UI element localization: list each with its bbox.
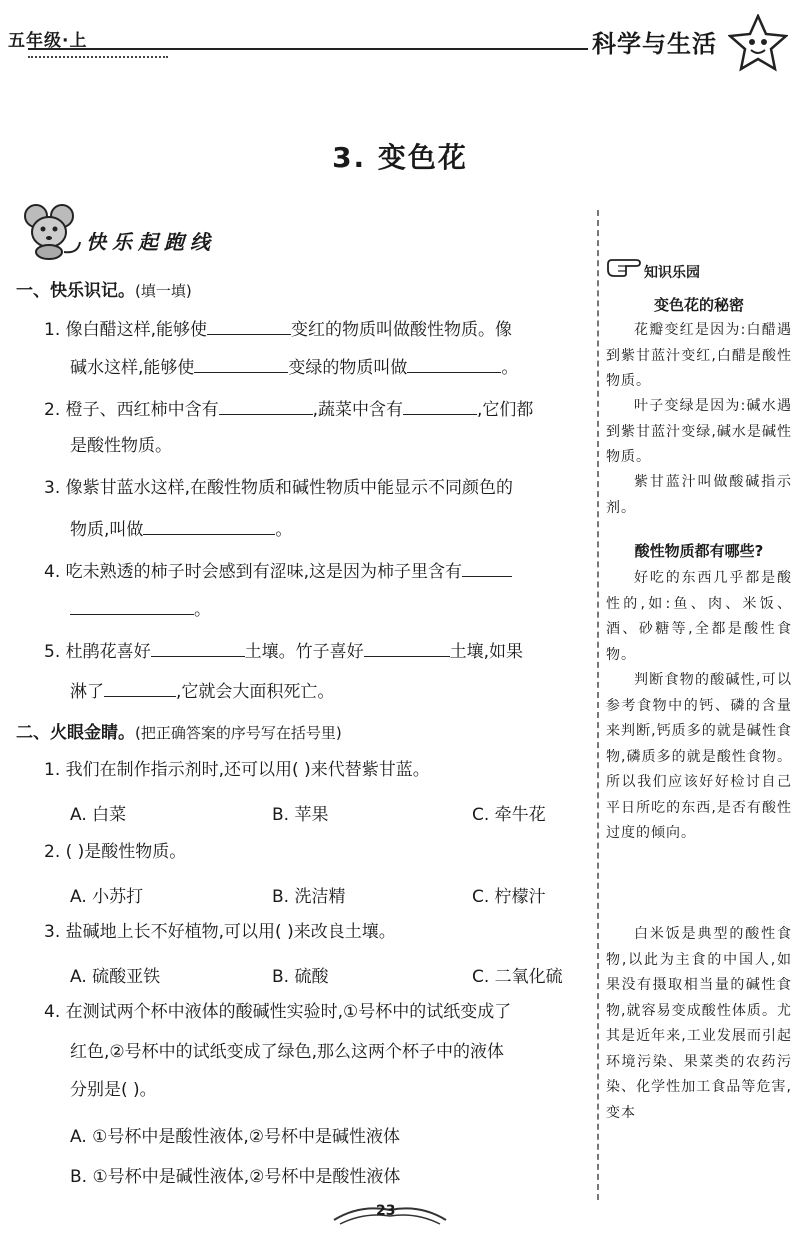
s1-q5-text-a: 5. 杜鹃花喜好 [44,642,151,662]
s1-q1-text-a: 1. 像白醋这样,能够使 [44,320,208,340]
s1-q1-text-b: 变红的物质叫做酸性物质。像 [291,320,513,340]
s1-q2-line1 [44,398,533,420]
s1-q2-line2: 是酸性物质。 [70,436,172,456]
sidebar-para-1: 花瓣变红是因为:白醋遇到紫甘蓝汁变红,白醋是酸性物质。 [606,322,792,389]
page-number: 23 [376,1203,396,1219]
header-dotted-rule [28,56,168,58]
s1-q1-line1 [44,318,512,340]
s2-q4-line2: 红色,②号杯中的试纸变成了绿色,那么这两个杯子中的液体 [70,1042,505,1062]
s1-q4-blank2[interactable] [70,598,194,615]
s1-q1-line2 [70,356,518,378]
s1-q1-text-d: 变绿的物质叫做 [288,358,408,378]
section-banner: 快乐起跑线 [86,230,216,254]
sidebar-heading-text: 知识乐园 [644,265,700,281]
s2-q1-option-b[interactable]: B. 苹果 [272,805,329,825]
sidebar-para-2: 叶子变绿是因为:碱水遇到紫甘蓝汁变绿,碱水是碱性物质。 [606,398,792,465]
series-title: 科学与生活 [592,30,717,58]
s2-q2: 2. ( )是酸性物质。 [44,842,187,862]
section1-title: 一、快乐识记。 [16,281,135,301]
grade-label: 五年级·上 [8,31,88,51]
s1-q4-blank1[interactable] [462,560,512,577]
s1-q1-text-c: 碱水这样,能够使 [70,358,195,378]
column-divider [597,210,599,1200]
s1-q4-line1 [44,560,512,582]
header-rule [28,48,588,50]
s1-q3-text-a: 物质,叫做 [70,520,144,540]
s1-q5-text-d: 淋了 [70,682,104,702]
star-mascot-icon [728,14,788,72]
s1-q2-blank1[interactable] [219,398,313,415]
s1-q5-text-b: 土壤。竹子喜好 [244,642,364,662]
s1-q5-blank3[interactable] [104,680,176,697]
sidebar-subtitle-2: 酸性物质都有哪些? [634,542,764,560]
s1-q2-text-a: 2. 橙子、西红柿中含有 [44,400,219,420]
pointing-hand-icon [606,256,642,278]
s1-q1-blank1[interactable] [207,318,291,335]
s2-q3: 3. 盐碱地上长不好植物,可以用( )来改良土壤。 [44,922,396,942]
s1-q3-blank[interactable] [143,518,275,535]
s1-q4-text-b: 。 [194,600,211,620]
s1-q1-blank2[interactable] [194,356,288,373]
section1-hint: (填一填) [135,282,192,300]
sidebar-para-6: 白米饭是典型的酸性食物,以此为主食的中国人,如果没有摄取相当量的碱性食物,就容易变成酸性体质。尤其是近年来,工业发展而引起环境污染、果菜类的农药污染、化学性加工食品等危害,变本 [606,926,792,1121]
s1-q2-text-b: ,蔬菜中含有 [312,400,404,420]
s1-q2-blank2[interactable] [403,398,477,415]
sidebar-para-3: 紫甘蓝汁叫做酸碱指示剂。 [606,474,792,516]
s2-q2-option-b[interactable]: B. 洗洁精 [272,887,346,907]
section2-hint: (把正确答案的序号写在括号里) [135,724,342,742]
mouse-mascot-icon [14,202,86,260]
s2-q4-line1: 4. 在测试两个杯中液体的酸碱性实验时,①号杯中的试纸变成了 [44,1002,512,1022]
section2-heading [16,718,342,743]
sidebar-para-5: 判断食物的酸碱性,可以参考食物中的钙、磷的含量来判断,钙质多的就是碱性食物,磷质多的就是酸性食物。所以我们应该好好检讨自己平日所吃的东西,是否有酸性过度的倾向。 [606,672,792,841]
s1-q3-line2 [70,518,292,540]
s2-q3-option-b[interactable]: B. 硫酸 [272,967,329,987]
s2-q2-option-c[interactable]: C. 柠檬汁 [472,887,546,907]
s2-q2-option-a[interactable]: A. 小苏打 [70,887,144,907]
s2-q3-option-c[interactable]: C. 二氧化硫 [472,967,563,987]
sidebar-subtitle-1: 变色花的秘密 [653,296,744,314]
s1-q5-blank2[interactable] [364,640,450,657]
section2-title: 二、火眼金睛。 [16,723,135,743]
s1-q5-text-c: 土壤,如果 [449,642,524,662]
s1-q1-text-e: 。 [501,358,519,378]
s1-q5-line2 [70,680,334,702]
s1-q3-text-b: 。 [275,520,293,540]
s1-q3-line1: 3. 像紫甘蓝水这样,在酸性物质和碱性物质中能显示不同颜色的 [44,478,514,498]
s1-q5-text-e: ,它就会大面积死亡。 [176,682,335,702]
section1-heading [16,276,192,301]
s2-q4-option-a[interactable]: A. ①号杯中是酸性液体,②号杯中是碱性液体 [70,1127,401,1147]
s1-q4-line2 [70,598,211,620]
s2-q4-option-b[interactable]: B. ①号杯中是碱性液体,②号杯中是酸性液体 [70,1167,401,1187]
s2-q1-option-c[interactable]: C. 牵牛花 [472,805,546,825]
s1-q1-blank3[interactable] [407,356,501,373]
s2-q3-option-a[interactable]: A. 硫酸亚铁 [70,967,161,987]
s1-q4-text-a: 4. 吃未熟透的柿子时会感到有涩味,这是因为柿子里含有 [44,562,463,582]
s1-q5-blank1[interactable] [151,640,245,657]
page-title: 3. 变色花 [332,141,468,174]
s1-q2-text-c: ,它们都 [477,400,534,420]
s2-q1-option-a[interactable]: A. 白菜 [70,805,127,825]
sidebar-para-4: 好吃的东西几乎都是酸性的,如:鱼、肉、米饭、酒、砂糖等,全都是酸性食物。 [606,570,792,663]
s1-q5-line1 [44,640,523,662]
s2-q4-line3: 分别是( )。 [70,1080,157,1100]
s2-q1: 1. 我们在制作指示剂时,还可以用( )来代替紫甘蓝。 [44,760,430,780]
